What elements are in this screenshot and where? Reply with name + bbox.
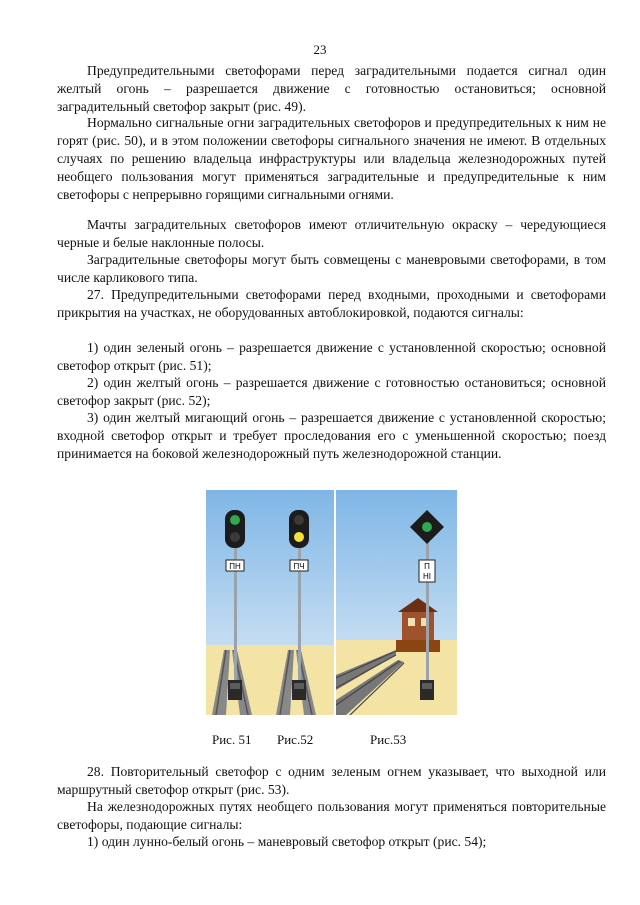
caption-figure-53: Рис.53: [370, 732, 407, 747]
figure-53-illustration: [336, 490, 457, 715]
paragraph-4: Заградительные светофоры могут быть совмещены с маневровыми светофорами, в том числе карликового типа.: [57, 252, 606, 285]
figure-51-plate: ПН: [229, 562, 241, 571]
paragraph-3: Мачты заградительных светофоров имеют отличительную окраску – чередующиеся черные и белые наклонные полосы.: [57, 217, 606, 250]
paragraph-5: 27. Предупредительными светофорами перед входными, проходными и светофорами прикрытия на участках, не оборудованных автоблокировкой, подаются сигналы:: [57, 287, 606, 320]
paragraph-7: 2) один желтый огонь – разрешается движение с готовностью остановиться; основной светофор закрыт (рис. 52);: [57, 375, 606, 408]
figure-52-plate: ПЧ: [293, 562, 305, 571]
figures-row: [0, 490, 640, 720]
paragraph-9: 28. Повторительный светофор с одним зеленым огнем указывает, что выходной или маршрутный светофор открыт (рис. 53).: [57, 764, 606, 797]
caption-figure-51: Рис. 51: [212, 732, 252, 747]
figure-53-plate-line1: П: [424, 562, 430, 571]
caption-figure-52: Рис.52: [277, 732, 314, 747]
paragraph-8: 3) один желтый мигающий огонь – разрешается движение с установленной скоростью; входной светофор открыт и требует проследования его с уменьшенной скоростью; поезд принимается на боковой железнодорожный путь железнодорожной станции.: [57, 410, 606, 461]
figure-52-illustration: [270, 490, 334, 715]
paragraph-6: 1) один зеленый огонь – разрешается движение с установленной скоростью; основной светофор открыт (рис. 51);: [57, 340, 606, 373]
paragraph-11: 1) один лунно-белый огонь – маневровый светофор открыт (рис. 54);: [87, 834, 487, 849]
paragraph-10: На железнодорожных путях необщего пользования могут применяться повторительные светофоры, подающие сигналы:: [57, 799, 606, 832]
yellow-lamp-icon: [294, 532, 304, 542]
green-lamp-icon: [422, 522, 432, 532]
figure-51-illustration: [206, 490, 270, 715]
green-lamp-icon: [230, 515, 240, 525]
figure-53-plate-line2: НI: [423, 572, 431, 581]
page-number: 23: [313, 42, 327, 57]
paragraph-1: Предупредительными светофорами перед заградительными подается сигнал один желтый огонь – разрешается движение с готовностью остановиться; основной заградительный светофор закрыт (рис. 49).: [57, 63, 606, 114]
paragraph-2: Нормально сигнальные огни заградительных светофоров и предупредительных к ним не горят (рис. 50), и в этом положении светофоры сигнального значения не имеют. В отдельных случаях по решению владельца инфраструктуры или владельца железнодорожных путей необщего пользования могут применяться заградительные и предупредительные к ним светофоры с непрерывно горящими сигнальными огнями.: [57, 115, 606, 202]
